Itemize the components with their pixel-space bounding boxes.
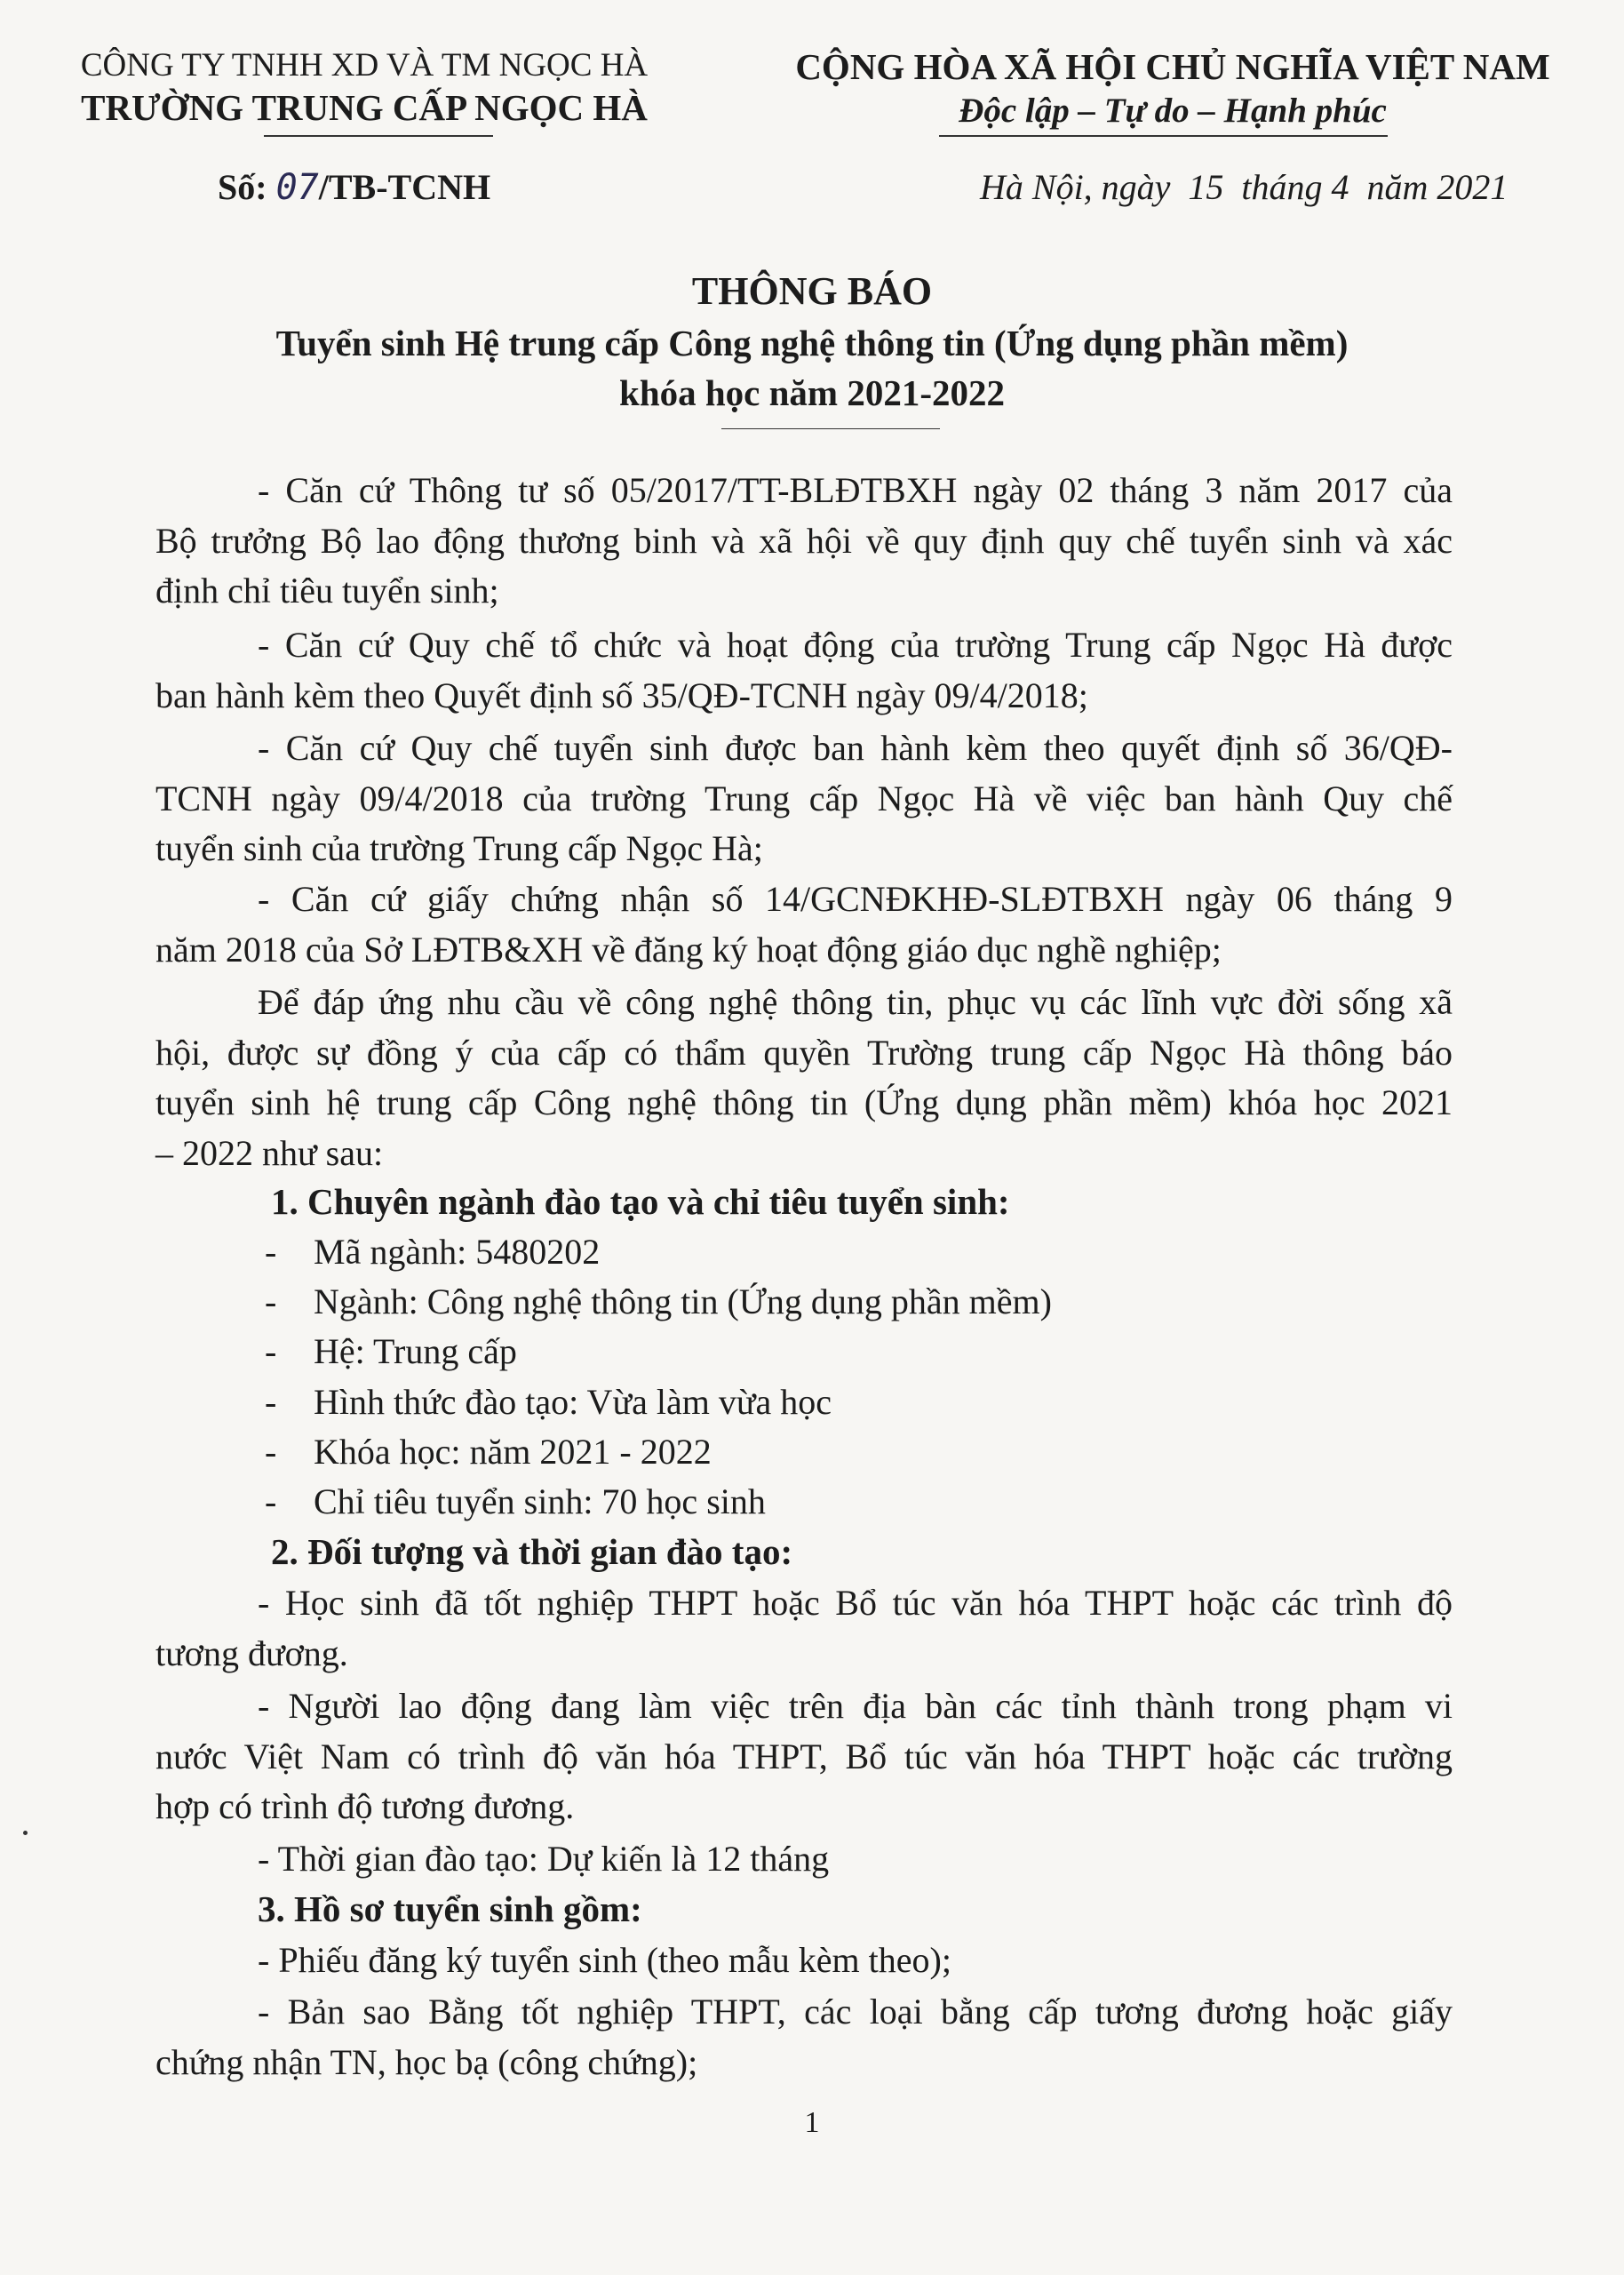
preamble-para-5-line-3: tuyển sinh hệ trung cấp Công nghệ thông tin (Ứng dụng phần mềm) khóa học 2021 (155, 1082, 1453, 1122)
preamble-para-1-line-3: định chỉ tiêu tuyển sinh; (155, 571, 499, 611)
section-2-heading: 2. Đối tượng và thời gian đào tạo: (271, 1531, 793, 1572)
preamble-para-3-line-2: TCNH ngày 09/4/2018 của trường Trung cấp Ngọc Hà về việc ban hành Quy chế (155, 778, 1453, 818)
list-dash: - (265, 1481, 277, 1521)
section-1-item (0, 1227, 1624, 1277)
section-3-para-2-line-2: chứng nhận TN, học bạ (công chứng); (155, 2041, 698, 2082)
section-1-item (0, 1377, 1624, 1427)
scan-speck (23, 1831, 28, 1835)
section-1-item-text: Hệ: Trung cấp (314, 1331, 517, 1371)
nation-title: CỘNG HÒA XÃ HỘI CHỦ NGHĨA VIỆT NAM (795, 46, 1550, 87)
preamble-para-3-line-1: - Căn cứ Quy chế tuyển sinh được ban hành kèm theo quyết định số 36/QĐ- (258, 728, 1453, 768)
preamble-para-5-line-1: Để đáp ứng nhu cầu về công nghệ thông tin, phục vụ các lĩnh vực đời sống xã (258, 982, 1453, 1022)
motto-underline (939, 135, 1388, 137)
section-2-para-1 (155, 1578, 1453, 1679)
notice-subtitle-line1: Tuyển sinh Hệ trung cấp Công nghệ thông tin (Ứng dụng phần mềm) (275, 323, 1349, 363)
title-underline (721, 428, 940, 429)
list-dash: - (265, 1281, 277, 1321)
preamble-para-3-line-3: tuyển sinh của trường Trung cấp Ngọc Hà; (155, 828, 763, 868)
section-3-para-1-line-1: - Phiếu đăng ký tuyển sinh (theo mẫu kèm theo); (258, 1940, 951, 1980)
list-dash: - (265, 1331, 277, 1371)
section-1-item-text: Hình thức đào tạo: Vừa làm vừa học (314, 1382, 832, 1422)
section-3-para-2 (155, 1987, 1453, 2087)
preamble-para-5-line-4: – 2022 như sau: (155, 1132, 384, 1173)
company-name: CÔNG TY TNHH XD VÀ TM NGỌC HÀ (80, 47, 649, 84)
school-underline (264, 135, 493, 137)
section-1-item-text: Ngành: Công nghệ thông tin (Ứng dụng phần mềm) (314, 1281, 1052, 1321)
notice-title: THÔNG BÁO (691, 269, 933, 313)
doc-number-handwritten: 07 (275, 167, 319, 208)
preamble-para-4 (155, 874, 1453, 975)
section-1-item-text: Mã ngành: 5480202 (314, 1232, 601, 1272)
document-number (218, 166, 490, 208)
doc-number-prefix: Số: (218, 167, 267, 207)
section-1-item-text: Khóa học: năm 2021 - 2022 (314, 1432, 712, 1472)
section-2-para-2-line-1: - Người lao động đang làm việc trên địa bàn các tỉnh thành trong phạm vi (258, 1686, 1453, 1726)
preamble-para-1 (155, 466, 1453, 617)
section-2-para-2-line-3: hợp có trình độ tương đương. (155, 1786, 575, 1826)
section-2-para-3-line-1: - Thời gian đào tạo: Dự kiến là 12 tháng (258, 1839, 830, 1879)
section-1-item (0, 1427, 1624, 1477)
preamble-para-2 (155, 620, 1453, 721)
list-dash: - (265, 1232, 277, 1272)
preamble-para-5-line-2: hội, được sự đồng ý của cấp có thẩm quyền Trường trung cấp Ngọc Hà thông báo (155, 1032, 1453, 1073)
preamble-para-1-line-1: - Căn cứ Thông tư số 05/2017/TT-BLĐTBXH ngày 02 tháng 3 năm 2017 của (258, 470, 1453, 510)
section-1-heading: 1. Chuyên ngành đào tạo và chỉ tiêu tuyển sinh: (271, 1181, 1010, 1222)
preamble-para-2-line-2: ban hành kèm theo Quyết định số 35/QĐ-TCNH ngày 09/4/2018; (155, 675, 1088, 715)
place-date: Hà Nội, ngày 15 tháng 4 năm 2021 (980, 167, 1509, 207)
section-2-para-2 (155, 1681, 1453, 1832)
school-name: TRƯỜNG TRUNG CẤP NGỌC HÀ (81, 87, 648, 128)
section-2-para-1-line-2: tương đương. (155, 1632, 348, 1673)
preamble-para-1-line-2: Bộ trưởng Bộ lao động thương binh và xã hội về quy định quy chế tuyển sinh và xác (155, 520, 1453, 561)
preamble-para-5 (155, 978, 1453, 1178)
section-2-para-1-line-1: - Học sinh đã tốt nghiệp THPT hoặc Bổ túc văn hóa THPT hoặc các trình độ (258, 1583, 1453, 1623)
doc-number-suffix: /TB-TCNH (318, 167, 491, 207)
preamble-para-2-line-1: - Căn cứ Quy chế tổ chức và hoạt động của trường Trung cấp Ngọc Hà được (258, 625, 1453, 665)
list-dash: - (265, 1382, 277, 1422)
nation-motto: Độc lập – Tự do – Hạnh phúc (959, 92, 1387, 130)
preamble-para-3 (155, 723, 1453, 874)
list-dash: - (265, 1432, 277, 1472)
notice-subtitle-line2: khóa học năm 2021-2022 (619, 372, 1005, 413)
section-1-item (0, 1327, 1624, 1377)
section-2-para-3 (155, 1834, 1453, 1885)
preamble-para-4-line-1: - Căn cứ giấy chứng nhận số 14/GCNĐKHĐ-SLĐTBXH ngày 06 tháng 9 (258, 879, 1453, 919)
section-2-para-2-line-2: nước Việt Nam có trình độ văn hóa THPT, Bổ túc văn hóa THPT hoặc các trường (155, 1736, 1453, 1776)
section-1-item (0, 1277, 1624, 1327)
preamble-para-4-line-2: năm 2018 của Sở LĐTB&XH về đăng ký hoạt động giáo dục nghề nghiệp; (155, 929, 1222, 970)
section-1-item-text: Chỉ tiêu tuyển sinh: 70 học sinh (314, 1481, 766, 1521)
section-1-item (0, 1477, 1624, 1527)
page-number: 1 (804, 2106, 820, 2139)
section-3-para-1 (155, 1936, 1453, 1986)
section-3-para-2-line-1: - Bản sao Bằng tốt nghiệp THPT, các loại bằng cấp tương đương hoặc giấy (258, 1992, 1453, 2032)
section-3-heading: 3. Hồ sơ tuyển sinh gồm: (258, 1888, 642, 1929)
